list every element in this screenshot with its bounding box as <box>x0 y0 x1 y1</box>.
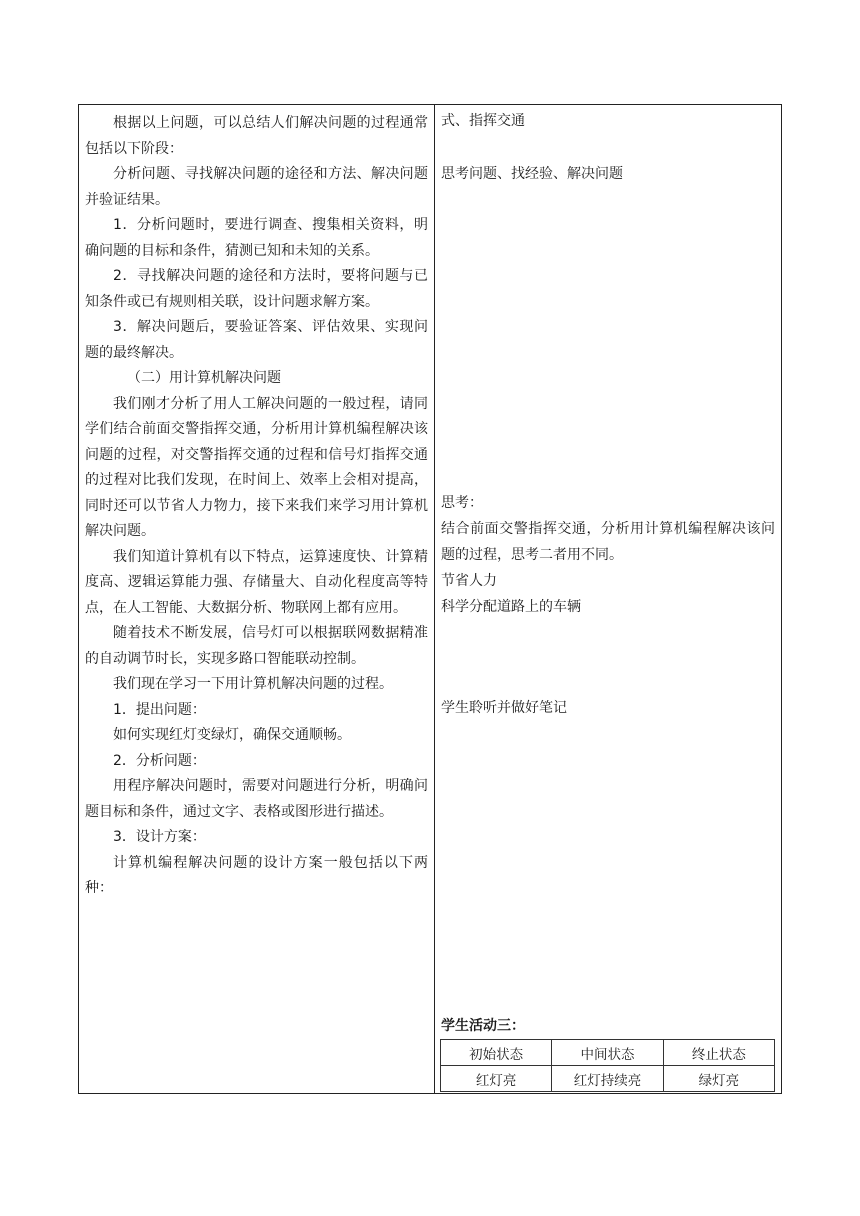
table-header-cell: 终止状态 <box>663 1040 774 1066</box>
table-header-cell: 初始状态 <box>441 1040 552 1066</box>
paragraph: 根据以上问题，可以总结人们解决问题的过程通常包括以下阶段： <box>85 115 428 157</box>
state-table <box>440 1039 775 1092</box>
paragraph: 2．寻找解决问题的途径和方法时，要将问题与已知条件或已有规则相关联，设计问题求解方案。 <box>85 268 428 310</box>
table-header-row <box>441 1040 775 1066</box>
paragraph: 用程序解决问题时，需要对问题进行分析，明确问题目标和条件，通过文字、表格或图形进行描述。 <box>85 778 428 820</box>
paragraph: 计算机编程解决问题的设计方案一般包括以下两种： <box>85 854 428 896</box>
table-cell: 红灯持续亮 <box>552 1066 663 1092</box>
paragraph: 我们刚才分析了用人工解决问题的一般过程，请同学们结合前面交警指挥交通，分析用计算机编程解决该问题的过程，对交警指挥交通的过程和信号灯指挥交通的过程对比我们发现，在时间上、效率上会相对提高，同时还可以节省人力物力，接下来我们来学习用计算机解决问题。 <box>85 395 428 539</box>
answer-text: 科学分配道路上的车辆 <box>441 599 581 615</box>
paragraph: 3．设计方案： <box>113 829 206 845</box>
continued-text: 式、指挥交通 <box>441 113 525 129</box>
table-cell: 红灯亮 <box>441 1066 552 1092</box>
student-activity-column <box>435 105 781 1093</box>
table-header-cell: 中间状态 <box>552 1040 663 1066</box>
lesson-table <box>78 104 782 1094</box>
paragraph: 3．解决问题后，要验证答案、评估效果、实现问题的最终解决。 <box>85 319 428 361</box>
paragraph: 我们现在学习一下用计算机解决问题的过程。 <box>113 676 393 692</box>
student-task-text: 思考问题、找经验、解决问题 <box>441 166 623 182</box>
activity-title: 学生活动三： <box>441 1018 525 1034</box>
paragraph: 2．分析问题： <box>113 752 206 769</box>
table-cell: 绿灯亮 <box>663 1066 774 1092</box>
answer-text: 节省人力 <box>441 573 497 589</box>
section-heading: （二）用计算机解决问题 <box>127 370 281 386</box>
paragraph: 分析问题、寻找解决问题的途径和方法、解决问题并验证结果。 <box>85 166 428 208</box>
paragraph: 随着技术不断发展，信号灯可以根据联网数据精准的自动调节时长，实现多路口智能联动控制。 <box>85 625 428 667</box>
listen-text: 学生聆听并做好笔记 <box>441 700 567 716</box>
teacher-activity-column <box>79 105 434 902</box>
think-label: 思考： <box>441 495 483 511</box>
paragraph: 1．提出问题： <box>113 701 206 718</box>
think-question: 结合前面交警指挥交通，分析用计算机编程解决该问题的过程，思考二者用不同。 <box>441 521 775 563</box>
paragraph: 我们知道计算机有以下特点，运算速度快、计算精度高、逻辑运算能力强、存储量大、自动化程度高等特点，在人工智能、大数据分析、物联网上都有应用。 <box>85 548 428 616</box>
paragraph: 1．分析问题时，要进行调查、搜集相关资料，明确问题的目标和条件，猜测已知和未知的关系。 <box>85 217 428 259</box>
table-row <box>441 1066 775 1092</box>
paragraph: 如何实现红灯变绿灯，确保交通顺畅。 <box>113 727 351 743</box>
